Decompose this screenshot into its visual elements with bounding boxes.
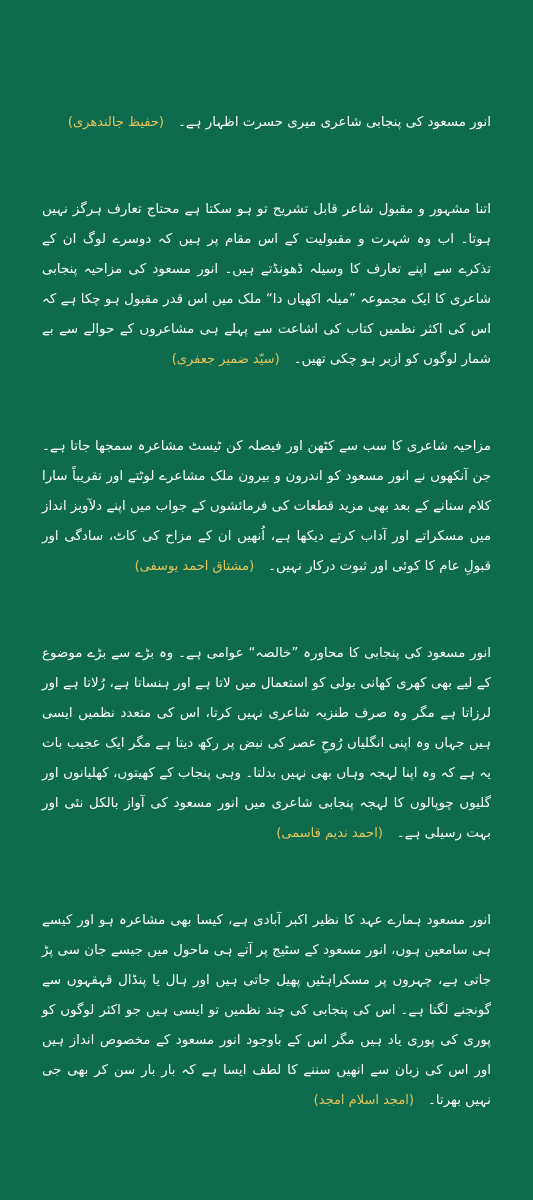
author-name: (امجد اسلام امجد) [313, 1093, 414, 1108]
blurb-text: اتنا مشہور و مقبول شاعر قابل تشریح تو ہو سکتا ہے محتاج تعارف ہرگز نہیں ہوتا۔ اب وہ شہرت و مقبولیت کے اس مقام پر ہیں کہ دوسرے لوگ ان کے تذکرے سے اپنے تعارف کا وسیلہ ڈھونڈتے ہیں۔ انور مسعود کی مزاحیہ پنجابی شاعری کا ایک مجموعہ ”میلہ اکھیاں دا“ ملک میں اس قدر مقبول ہو چکا ہے کہ اس کی اکثر نظمیں کتاب کی اشاعت سے پہلے ہی مشاعروں کے حوالے سے بے شمار لوگوں کو ازبر ہو چکی تھیں۔(سیّد ضمیر جعفری) [42, 202, 491, 367]
blurb-hafeez [42, 108, 491, 138]
blurb-zameer [42, 195, 491, 375]
blurb-amjad [42, 906, 491, 1116]
author-name: (مشتاق احمد یوسفی) [134, 559, 255, 574]
blurb-text: انور مسعود کی پنجابی کا محاورہ ”خالصہ“ عوامی ہے۔ وہ بڑے سے بڑے موضوع کے لیے بھی کھری کھانی بولی کو استعمال میں لاتا ہے اور ہنساتا ہے، رُلاتا ہے اور لرزاتا ہے مگر وہ صرف طنزیہ شاعری نہیں کرتا، اس کی متعدد نظمیں ایسی ہیں جہاں وہ اپنی انگلیاں رُوحِ عصر کی نبض پر رکھ دیتا ہے مگر ایک عجیب بات یہ ہے کہ وہ اپنا لہجہ وہاں بھی نہیں بدلتا۔ وہی پنجاب کے کھیتوں، کھلیانوں اور گلیوں چوپالوں کا لہجہ پنجابی شاعری میں انور مسعود کی آواز بالکل نئی اور بہت رسیلی ہے۔(احمد ندیم قاسمی) [42, 646, 491, 841]
blurb-text: انور مسعود کی پنجابی شاعری میری حسرت اظہار ہے۔(حفیظ جالندھری) [67, 115, 491, 130]
blurb-text: مزاحیہ شاعری کا سب سے کٹھن اور فیصلہ کن ٹیسٹ مشاعرہ سمجھا جاتا ہے۔ جن آنکھوں نے انور مسعود کو اندرون و بیرون ملک مشاعرے لوٹتے اور تقریباً سارا کلام سنانے کے بعد بھی مزید قطعات کی فرمائشوں کے جواب میں اپنے دلآویز انداز میں مسکراتے اور آداب کرتے دیکھا ہے، اُنھیں ان کے مزاح کی کاٹ، سادگی اور قبولِ عام کا کوئی اور ثبوت درکار نہیں۔(مشتاق احمد یوسفی) [42, 439, 491, 574]
author-name: (حفیظ جالندھری) [67, 115, 164, 130]
author-name: (سیّد ضمیر جعفری) [171, 352, 280, 367]
blurb-text: انور مسعود ہمارے عہد کا نظیر اکبر آبادی ہے، کیسا بھی مشاعرہ ہو اور کیسے ہی سامعین ہوں، انور مسعود کے سٹیج پر آتے ہی ماحول میں جیسے جان سی پڑ جاتی ہے، چہروں پر مسکراہٹیں پھیل جاتی ہیں اور ہال یا پنڈال قہقہوں سے گونجنے لگتا ہے۔ اس کی پنجابی کی چند نظمیں تو ایسی ہیں جو اکثر لوگوں کو پوری کی پوری یاد ہیں مگر اس کے باوجود انور مسعود کے مخصوص انداز ہیں اور اس کی زبان سے انھیں سننے کا لطف ایسا ہے کہ بار بار سن کر بھی جی نہیں بھرتا۔(امجد اسلام امجد) [42, 913, 491, 1108]
blurb-yousufi [42, 432, 491, 582]
blurb-qasmi [42, 639, 491, 849]
author-name: (احمد ندیم قاسمی) [276, 826, 383, 841]
